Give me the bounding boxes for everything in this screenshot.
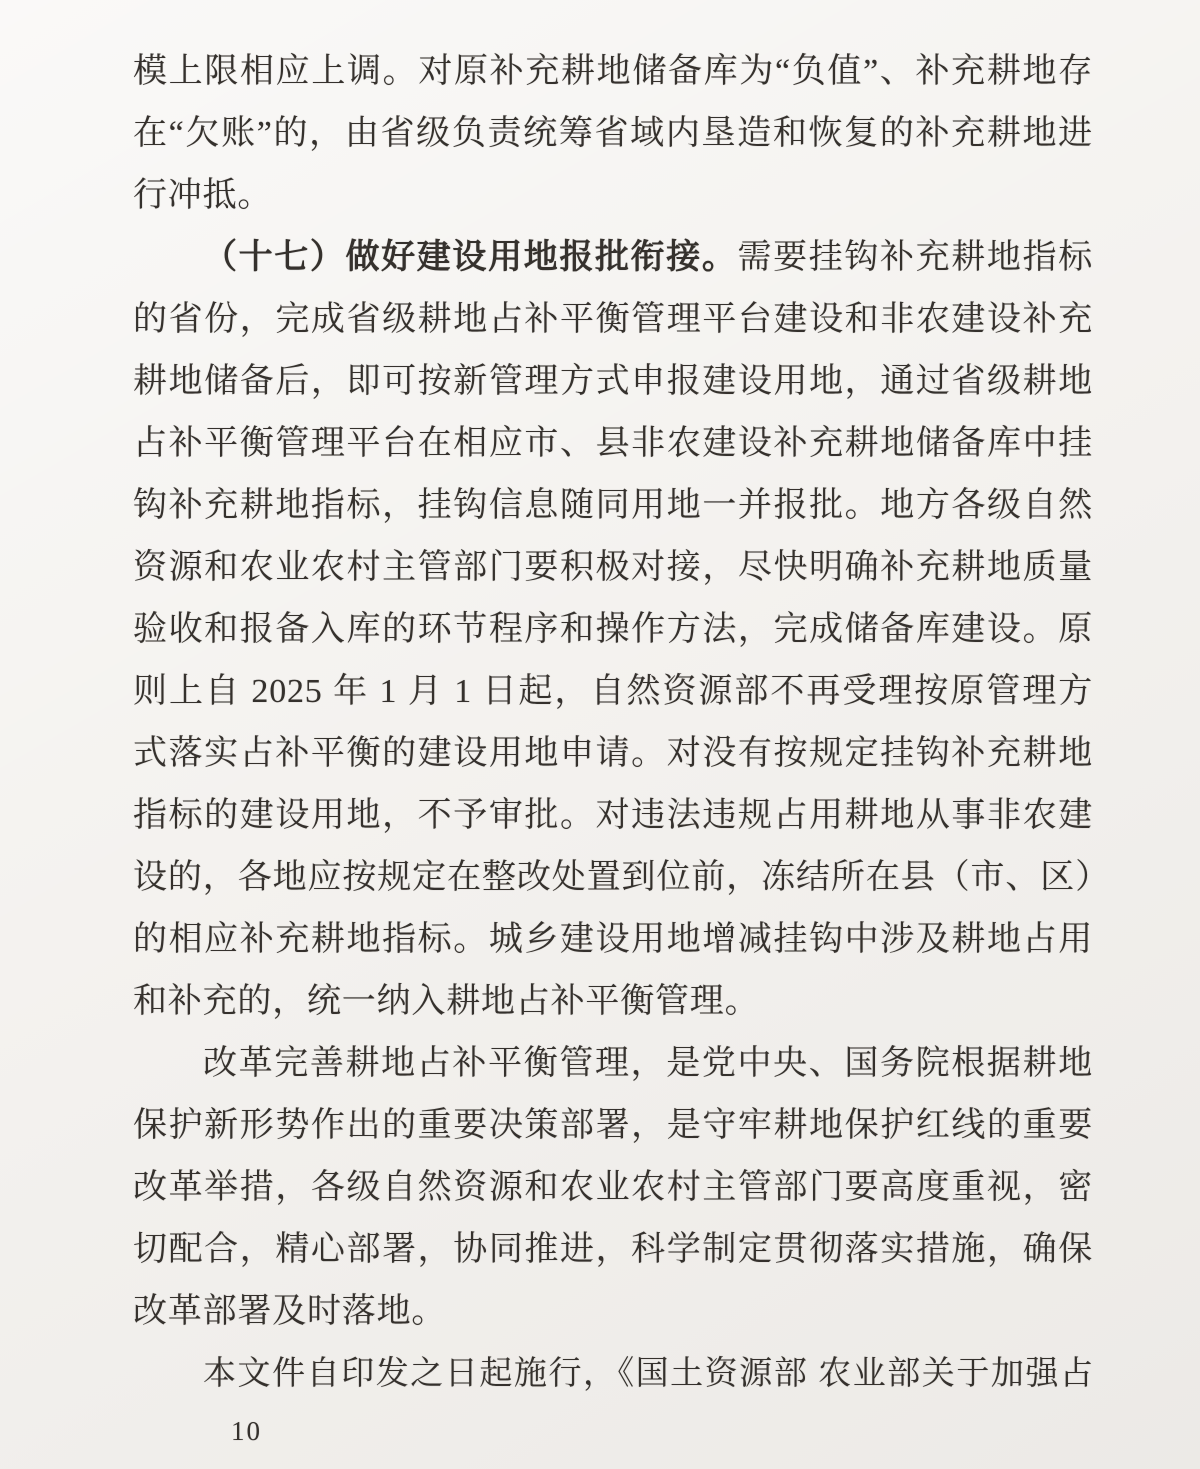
para-item-17-text: 需要挂钩补充耕地指标的省份，完成省级耕地占补平衡管理平台建设和非农建设补充耕地储备后，即可按新管理方式申报建设用地，通过省级耕地占补平衡管理平台在相应市、县非农建设补充耕地储备库中挂钩补充耕地指标，挂钩信息随同用地一并报批。地方各级自然资源和农业农村主管部门要积极对接，尽快明确补充耕地质量验收和报备入库的环节程序和操作方法，完成储备库建设。原则上自 2025 年 1 月 1 日起，自然资源部不再受理按原管理方式落实占补平衡的建设用地申请。对没有按规定挂钩补充耕地指标的建设用地，不予审批。对违法违规占用耕地从事非农建设的，各地应按规定在整改处置到位前，冻结所在县（市、区）的相应补充耕地指标。城乡建设用地增减挂钩中涉及耕地占用和补充的，统一纳入耕地占补平衡管理。	[133, 239, 1093, 1020]
page-number: 10	[231, 1416, 262, 1446]
para-effective-date	[133, 1343, 1093, 1405]
para-carryover-text: 模上限相应上调。对原补充耕地储备库为“负值”、补充耕地存在“欠账”的，由省级负责统筹省域内垦造和恢复的补充耕地进行冲抵。	[133, 53, 1093, 214]
para-reform-summary	[133, 1033, 1093, 1343]
document-body	[133, 41, 1093, 1405]
para-reform-summary-text: 改革完善耕地占补平衡管理，是党中央、国务院根据耕地保护新形势作出的重要决策部署，是守牢耕地保护红线的重要改革举措，各级自然资源和农业农村主管部门要高度重视，密切配合，精心部署，协同推进，科学制定贯彻落实措施，确保改革部署及时落地。	[133, 1045, 1093, 1330]
para-item-17	[133, 227, 1093, 1033]
para-item-17-text-heading: （十七）做好建设用地报批衔接。	[203, 239, 738, 276]
para-effective-date-text: 本文件自印发之日起施行，《国土资源部 农业部关于加强占	[203, 1356, 1093, 1392]
para-carryover	[133, 41, 1093, 227]
